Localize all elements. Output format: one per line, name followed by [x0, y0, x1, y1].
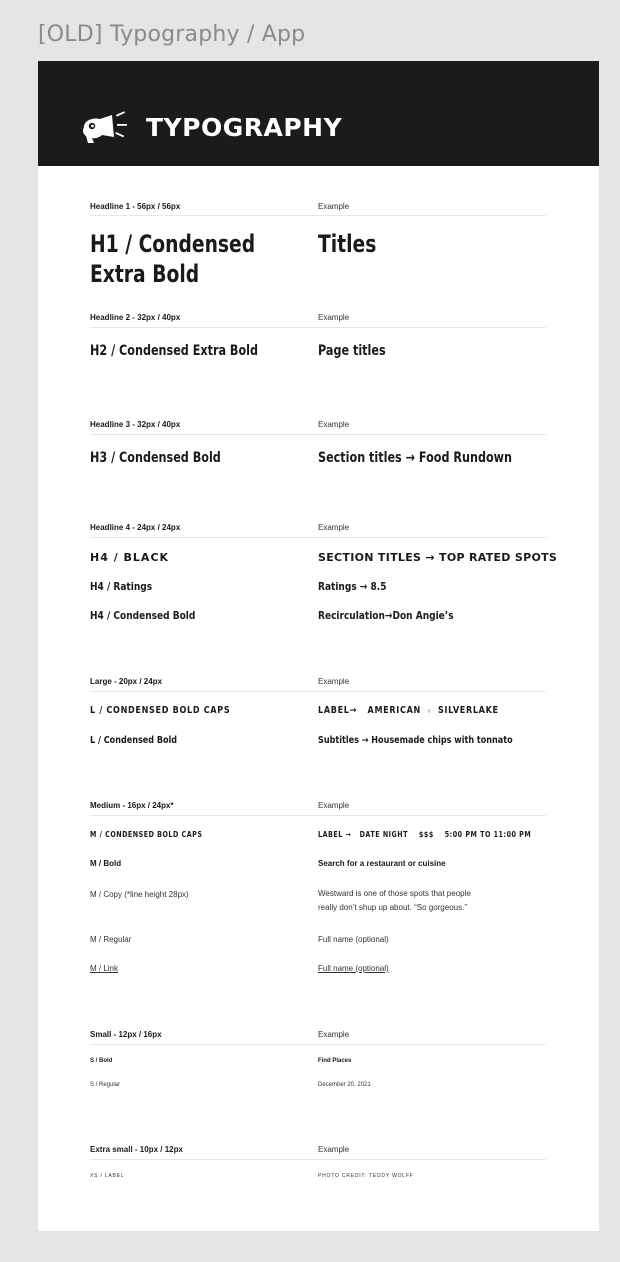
tag-silverlake: SILVERLAKE: [437, 705, 499, 716]
small-regular-style-name: S / Regular: [90, 1082, 121, 1088]
large-example-label: Example: [318, 677, 350, 686]
typography-artboard: [38, 61, 599, 1231]
h4-example-label: Example: [318, 523, 350, 532]
divider: [90, 327, 546, 328]
tag-price: $$$: [418, 830, 434, 839]
small-bold-example: Find Places: [318, 1058, 352, 1064]
medium-caps-example: [318, 830, 531, 839]
large-caps-style-name: L / CONDENSED BOLD CAPS: [90, 705, 231, 716]
divider: [90, 434, 546, 435]
small-regular-example: December 20, 2021: [318, 1082, 371, 1088]
h4-ratings-example: Ratings → 8.5: [318, 580, 387, 593]
medium-copy-example: [318, 887, 471, 915]
tag-hours: 5:00 PM TO 11:00 PM: [444, 830, 532, 839]
h2-example-label: Example: [318, 313, 350, 322]
small-spec-label: Small - 12px / 16px: [90, 1030, 162, 1039]
h3-style-name: H3 / Condensed Bold: [90, 450, 221, 466]
h2-example: Page titles: [318, 343, 386, 359]
separator-dot: [428, 709, 431, 713]
copy-line-2: really don’t shup up about. “So gorgeous.”: [318, 903, 467, 912]
h3-example: Section titles → Food Rundown: [318, 450, 512, 466]
medium-regular-style-name: M / Regular: [90, 935, 132, 944]
h1-style-name: [90, 229, 255, 289]
xsmall-style-name: XS / LABEL: [90, 1173, 125, 1179]
h4-black-example: SECTION TITLES → TOP RATED SPOTS: [318, 551, 558, 564]
xsmall-example-label: Example: [318, 1145, 350, 1154]
divider: [90, 815, 546, 816]
large-condensed-example: Subtitles → Housemade chips with tonnato: [318, 735, 513, 746]
medium-caps-style-name: M / CONDENSED BOLD CAPS: [90, 830, 203, 839]
medium-spec-label: Medium - 16px / 24px*: [90, 801, 174, 810]
medium-regular-example: Full name (optional): [318, 935, 389, 944]
h1-style-line1: H1 / Condensed: [90, 230, 256, 258]
medium-bold-example: Search for a restaurant or cuisine: [318, 859, 446, 868]
tag-american: AMERICAN: [367, 705, 421, 716]
xsmall-spec-label: Extra small - 10px / 12px: [90, 1145, 183, 1154]
h4-condensed-example: Recirculation→Don Angie’s: [318, 609, 454, 622]
xsmall-example: PHOTO CREDIT: TEDDY WOLFF: [318, 1173, 414, 1179]
medium-link-example[interactable]: Full name (optional): [318, 964, 389, 973]
h3-spec-label: Headline 3 - 32px / 40px: [90, 420, 181, 429]
medium-copy-style-name: M / Copy (*line height 28px): [90, 890, 189, 899]
large-spec-label: Large - 20px / 24px: [90, 677, 163, 686]
small-example-label: Example: [318, 1030, 350, 1039]
tag-date-night: DATE NIGHT: [359, 830, 408, 839]
h4-spec-label: Headline 4 - 24px / 24px: [90, 523, 181, 532]
frame-label: [OLD] Typography / App: [38, 22, 306, 47]
divider: [90, 1159, 546, 1160]
h4-ratings-style-name: H4 / Ratings: [90, 580, 153, 593]
divider: [90, 537, 546, 538]
h3-example-label: Example: [318, 420, 350, 429]
h4-condensed-style-name: H4 / Condensed Bold: [90, 609, 196, 622]
divider: [90, 691, 546, 692]
divider: [90, 1044, 546, 1045]
small-bold-style-name: S / Bold: [90, 1058, 113, 1064]
label-prefix: LABEL →: [318, 830, 352, 839]
page-title: TYPOGRAPHY: [146, 113, 343, 142]
large-caps-example: [318, 705, 499, 716]
divider: [90, 215, 546, 216]
h1-example-label: Example: [318, 202, 350, 211]
h1-style-line2: Extra Bold: [90, 260, 200, 288]
medium-bold-style-name: M / Bold: [90, 859, 122, 868]
medium-link-style-name[interactable]: M / Link: [90, 964, 119, 973]
h1-example: Titles: [318, 230, 377, 258]
header-banner: [38, 61, 599, 166]
h2-style-name: H2 / Condensed Extra Bold: [90, 343, 259, 359]
large-condensed-style-name: L / Condensed Bold: [90, 735, 178, 746]
label-prefix: LABEL→: [318, 705, 358, 716]
h1-spec-label: Headline 1 - 56px / 56px: [90, 202, 181, 211]
megaphone-icon: [78, 111, 130, 145]
medium-example-label: Example: [318, 801, 350, 810]
h4-black-style-name: H4 / BLACK: [90, 551, 170, 564]
copy-line-1: Westward is one of those spots that people: [318, 889, 471, 898]
h2-spec-label: Headline 2 - 32px / 40px: [90, 313, 181, 322]
